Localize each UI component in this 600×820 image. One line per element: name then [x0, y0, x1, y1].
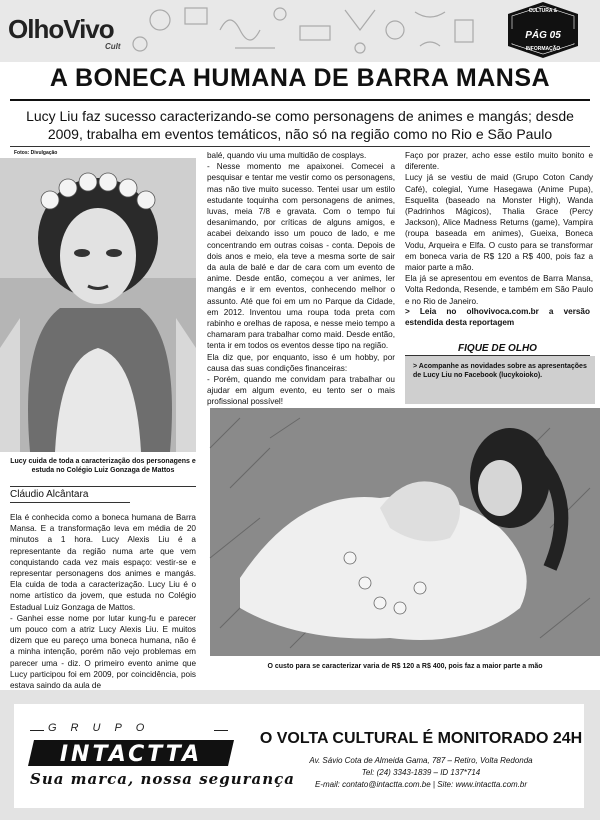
page-badge	[502, 2, 584, 58]
byline: Cláudio Alcântara	[10, 489, 89, 500]
headline-divider	[10, 99, 590, 101]
subheadline: Lucy Liu faz sucesso caracterizando-se como personagens de animes e mangás; desde 2009, trabalha em eventos temáticos, não só na região como no Rio e São Paulo	[26, 108, 574, 142]
byline-divider-bottom	[10, 502, 130, 503]
caption-left: Lucy cuida de toda a caracterização dos personagens e estuda no Colégio Luiz Gonzaga de Mattos	[10, 458, 196, 474]
photo-credit: Fotos: Divulgação	[14, 150, 58, 156]
page-number: PÁG 05	[510, 29, 576, 43]
column-2-paragraph: balé, quando viu uma multidão de cosplays.	[207, 151, 367, 160]
ad-phone: Tel: (24) 3343-1839 – ID 137*714	[361, 768, 481, 777]
column-3-paragraph: Lucy já se vestiu de maid (Grupo Coton Candy Café), colegial, Yume Hasegawa (Anime Pupa), Esquelita (baseado na Monster High), Wanda (Padrinhos Mágicos), Thalia Grace (Percy Jackson), Alice Madness Returns (game), Vampira (roupa baseada em animes), Gueixa, Boneca Vodu, Arqueira e Elfa. O custo para se transformar em boneca varia de R$ 120 a R$ 400, pois faz a maior parte a mão.	[405, 173, 593, 273]
caption-right: O custo para se caracterizar varia de R$ 120 a R$ 400, pois faz a maior parte a mão	[267, 663, 543, 670]
grupo-rule-left	[30, 730, 44, 731]
grupo-rule-right	[214, 730, 228, 731]
ad-address: Av. Sávio Cota de Almeida Gama, 787 – Retiro, Volta Redonda	[309, 756, 533, 765]
photo-portrait	[0, 158, 196, 452]
fique-de-olho-box: > Acompanhe as novidades sobre as apresentações de Lucy Liu no Facebook (lucykoioko).	[405, 356, 595, 404]
column-2-paragraph: - Nesse momento me apaixonei. Comecei a pesquisar e tentar me vestir como os personagens, mas não tive muito sucesso. Tentei usar um estilo estudante toquinha com personagens de animes, luvas, meia 7/8 e gravata. Com o tempo fui desanimando, por críticas de alguns amigos, e acabei deixando isso um pouco de lado, e me concentrando em outras coisas - conta. Depois de dois anos e meio, ela teve a mesma sorte de sair da aula de balé e dar de cara com um evento de anime. Desde então, começou a ver animes, ler mangás e ir em eventos, conhecendo melhor o assunto. Até que foi em um no Parque da Cidade, em 2012. Inventou uma roupa toda preta com rabinho e orelhas de raposa, e nesse meio tempo a chamaram para trabalhar como maid. Desde então, tenta ir em todos os eventos desse tipo na região.	[207, 162, 395, 351]
grupo-label: GRUPO	[48, 722, 159, 734]
column-2-paragraph: Ela diz que, por enquanto, isso é um hobby, por causa das suas condições financeiras:	[207, 352, 395, 373]
badge-bottom-text: INFORMAÇÃO	[525, 46, 561, 52]
column-1-paragraph: - Ganhei esse nome por lutar kung-fu e parecer um pouco com a atriz Lucy Alexis Liu. E muitos dizem que eu pareço uma boneca humana, não é a minha intenção, porém não vejo problemas em parecer uma - diz. O primeiro evento anime que Lucy participou foi em 2009, por coincidência, pois estava saindo da aula de	[10, 613, 196, 691]
logo-subtitle: Cult	[105, 42, 121, 51]
column-1-paragraph: Ela é conhecida como a boneca humana de Barra Mansa. E a transformação leva em média de 20 minutos a 1 hora. Lucy Alexis Liu é a representante da região numa arte que vem conquistando cada vez mais espaço: vestir-se e representar personagens dos animes e mangás. Ela cuida de toda a caracterização. Lucy Liu é o nome artístico da jovem, que estuda no Colégio Estadual Luiz Gonzaga de Mattos.	[10, 513, 196, 612]
photo-field	[210, 408, 600, 656]
ad-contact[interactable]: E-mail: contato@intactta.com.be | Site: www.intactta.com.br	[314, 780, 528, 789]
column-3-paragraph: Faço por prazer, acho esse estilo muito bonito e diferente.	[405, 151, 593, 172]
subhead-divider	[10, 146, 590, 147]
headline: A BONECA HUMANA DE BARRA MANSA	[49, 64, 551, 92]
ad-title: O VOLTA CULTURAL É MONITORADO 24H	[259, 730, 583, 747]
fique-de-olho-title: FIQUE DE OLHO	[458, 343, 537, 354]
byline-divider-top	[10, 486, 196, 487]
intactta-logo	[28, 738, 234, 768]
column-2-paragraph: - Porém, quando me convidam para trabalhar ou ajudar em algum evento, eu tento ser o mais profissional possível!	[207, 375, 395, 407]
intactta-logo-mark	[28, 738, 234, 768]
svg-text:INTACTTA: INTACTTA	[59, 742, 203, 767]
logo: OlhoVivo	[8, 14, 114, 44]
masthead	[0, 0, 600, 62]
column-2	[207, 150, 395, 407]
slogan: Sua marca, nossa segurança	[30, 770, 295, 788]
column-3-paragraph: Ela já se apresentou em eventos de Barra Mansa, Volta Redonda, Resende, e também em São Paulo e no Rio de Janeiro.	[405, 274, 593, 306]
column-1	[10, 512, 196, 691]
website-link-note[interactable]: > Leia no olhovivoca.com.br a versão estendida desta reportagem	[405, 307, 590, 328]
column-3	[405, 150, 593, 306]
badge-top-text: CULTURA &	[528, 8, 558, 14]
